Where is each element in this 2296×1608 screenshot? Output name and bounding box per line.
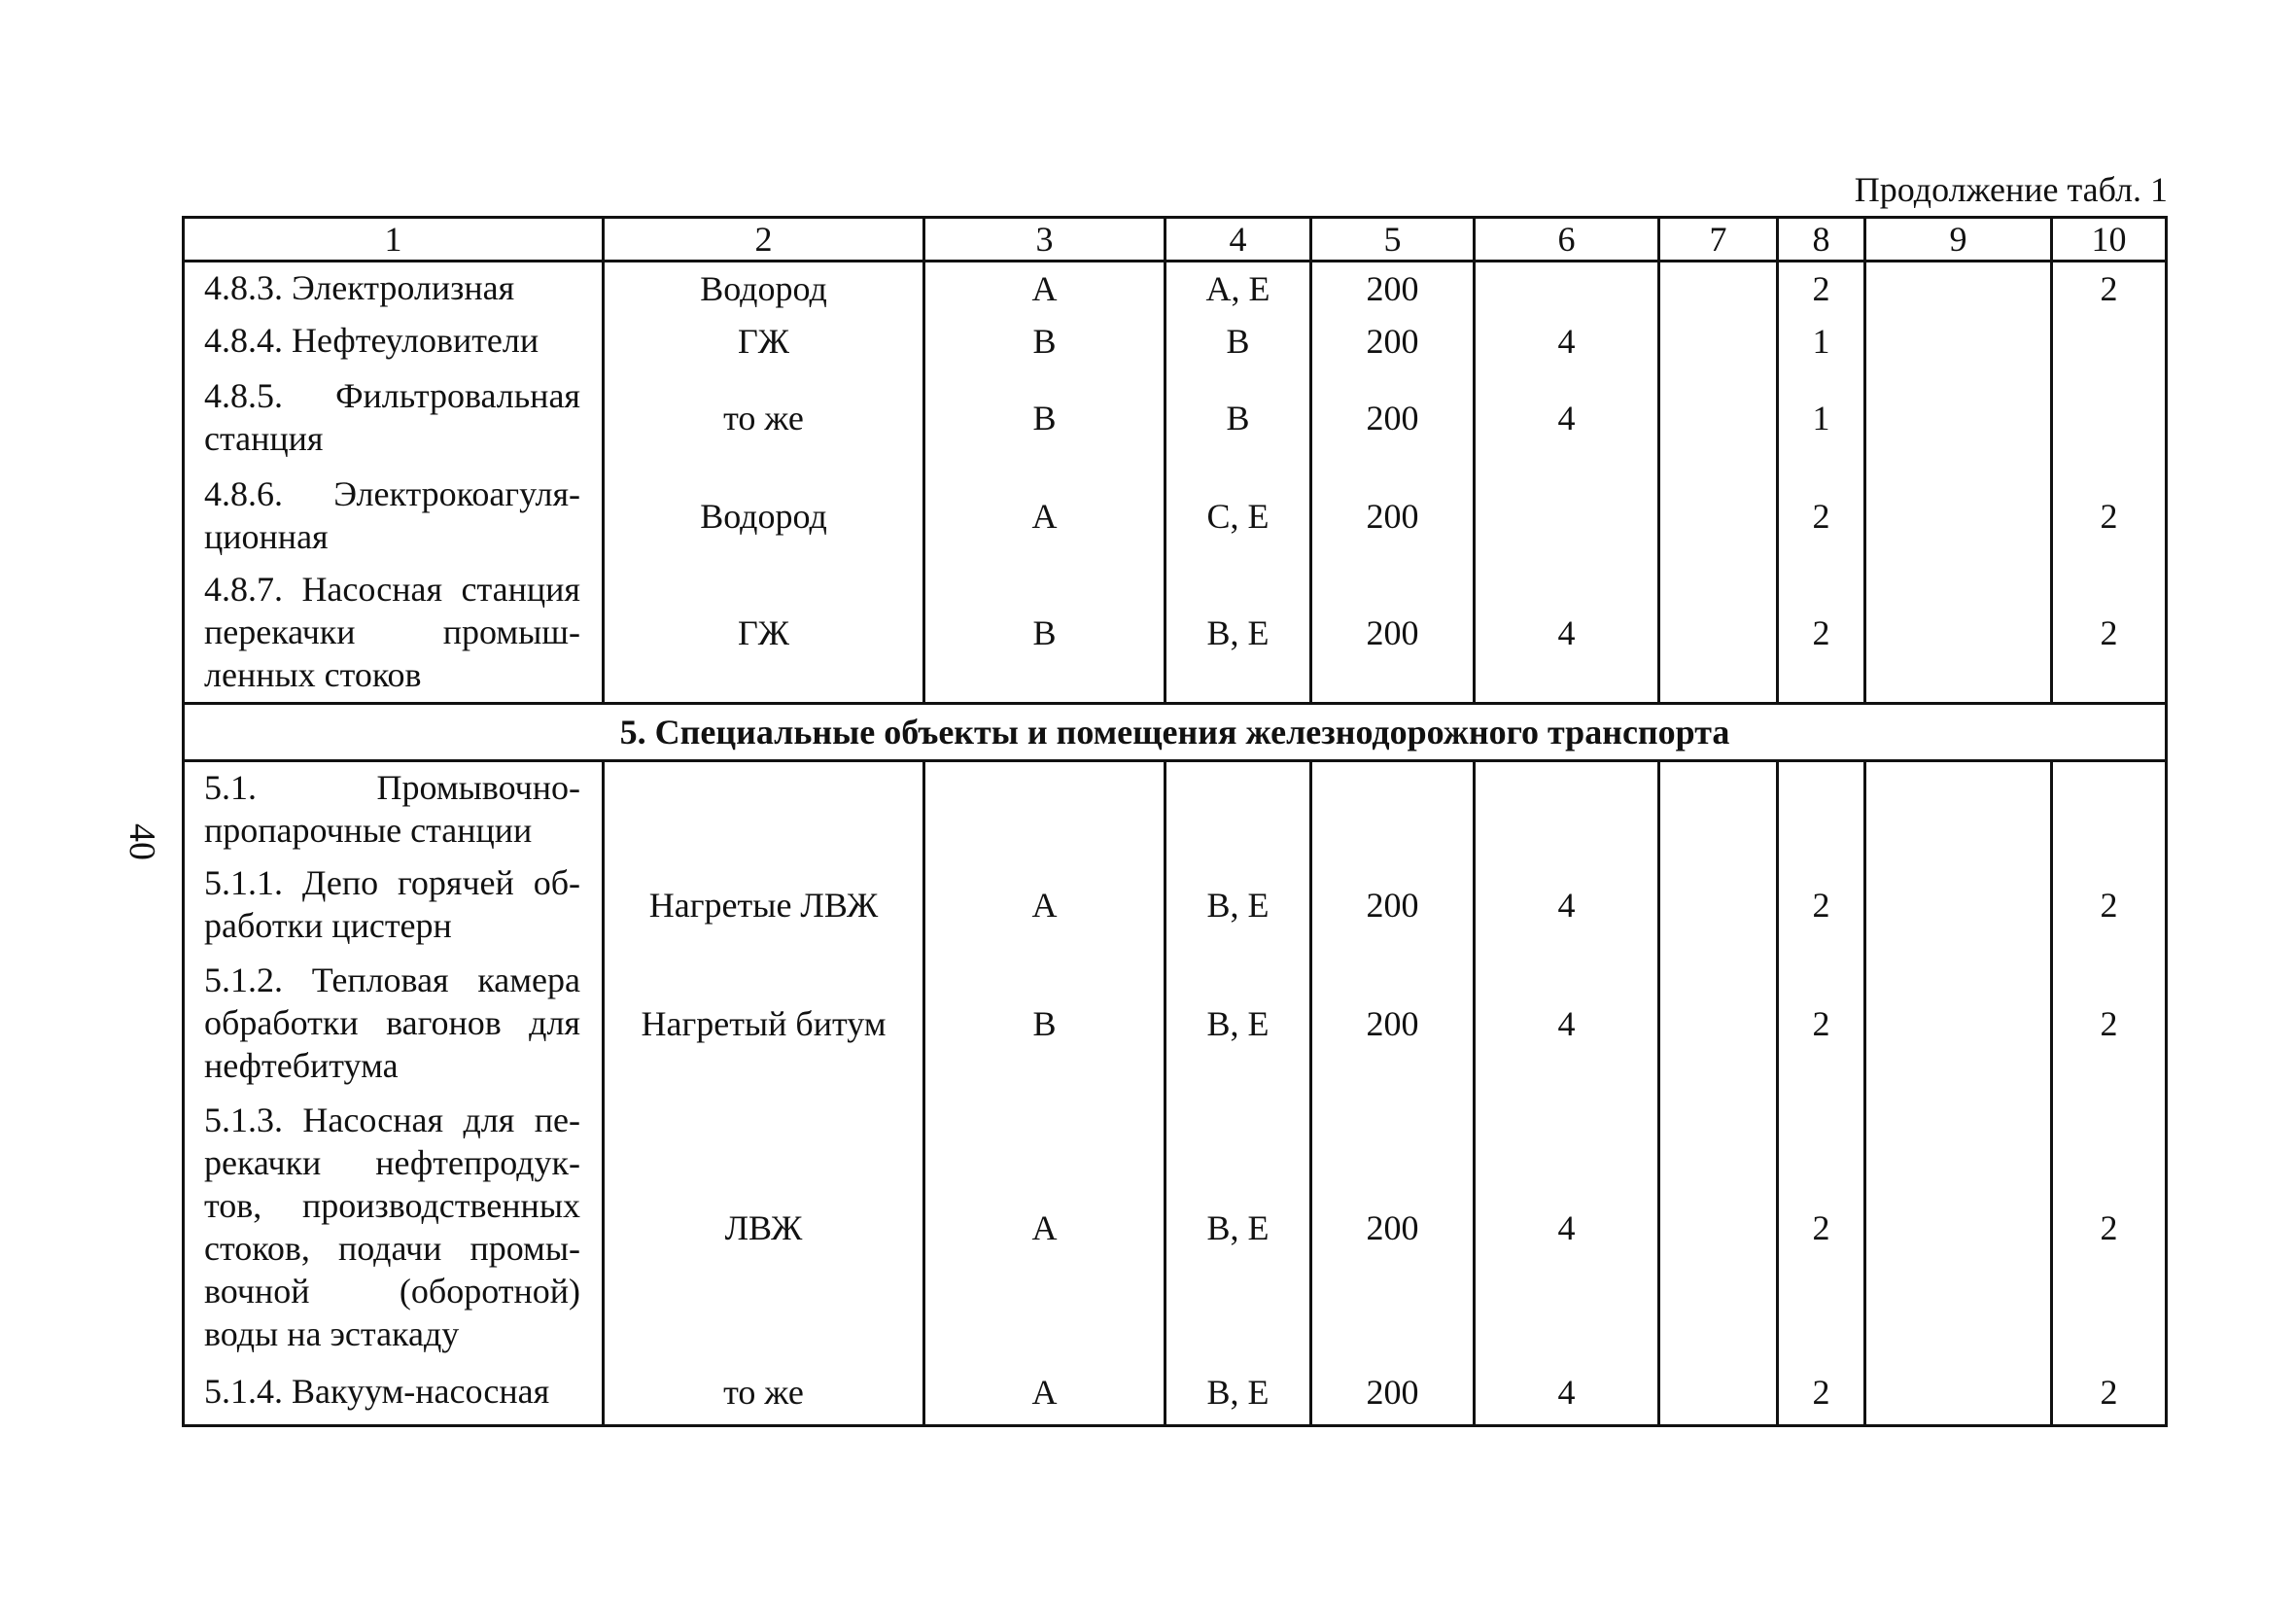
table-row	[184, 262, 2167, 316]
cell-substance: то же	[604, 367, 924, 469]
subsection-title: 5.1. Промывочно-пропарочные станции	[184, 761, 604, 858]
cell-substance: Водород	[604, 262, 924, 316]
cell-col8: 1	[1778, 315, 1865, 367]
cell-col8: 2	[1778, 953, 1865, 1095]
room-name: 4.8.3. Электролизная	[184, 262, 604, 316]
cell-col9	[1865, 469, 2052, 564]
continuation-label: Продолжение табл. 1	[1854, 170, 2168, 209]
cell-col7	[1659, 953, 1778, 1095]
cell-col6: 4	[1475, 564, 1659, 704]
cell-col7	[1659, 262, 1778, 316]
cell-substance: ЛВЖ	[604, 1095, 924, 1361]
column-header: 8	[1778, 218, 1865, 262]
room-name: 4.8.7. Насосная станция перекачки промыш-ленных стоков	[184, 564, 604, 704]
cell-col5: 200	[1311, 315, 1475, 367]
cell-col10: 2	[2052, 564, 2167, 704]
cell-col10: 2	[2052, 262, 2167, 316]
cell-col10: 2	[2052, 857, 2167, 953]
cell-col8: 1	[1778, 367, 1865, 469]
table-row	[184, 469, 2167, 564]
cell-col5: 200	[1311, 469, 1475, 564]
column-header: 3	[924, 218, 1165, 262]
cell-col5: 200	[1311, 857, 1475, 953]
cell-col8: 2	[1778, 564, 1865, 704]
cell-col10: 2	[2052, 1361, 2167, 1425]
cell-substance: то же	[604, 1361, 924, 1425]
cell-col8: 2	[1778, 857, 1865, 953]
room-name: 4.8.4. Нефтеуловители	[184, 315, 604, 367]
room-name: 4.8.5. Фильтровальная станция	[184, 367, 604, 469]
room-name: 5.1.1. Депо горячей об-работки цистерн	[184, 857, 604, 953]
column-header: 4	[1165, 218, 1311, 262]
cell-category: В	[924, 953, 1165, 1095]
cell-col7	[1659, 857, 1778, 953]
table-row	[184, 367, 2167, 469]
cell-col6: 4	[1475, 953, 1659, 1095]
cell-col4: В, Е	[1165, 857, 1311, 953]
cell-col9	[1865, 367, 2052, 469]
cell-col4: А, Е	[1165, 262, 1311, 316]
cell-col4: В, Е	[1165, 1095, 1311, 1361]
cell-col10	[2052, 315, 2167, 367]
room-name: 5.1.2. Тепловая камера обработки вагонов для нефтебитума	[184, 953, 604, 1095]
cell-col9	[1865, 1095, 2052, 1361]
cell-col8: 2	[1778, 1361, 1865, 1425]
cell-col7	[1659, 315, 1778, 367]
cell-substance: ГЖ	[604, 564, 924, 704]
cell-col4: С, Е	[1165, 469, 1311, 564]
table-row	[184, 564, 2167, 704]
cell-col4: В	[1165, 315, 1311, 367]
cell-col6: 4	[1475, 1361, 1659, 1425]
cell-col8: 2	[1778, 262, 1865, 316]
cell-col4: В, Е	[1165, 953, 1311, 1095]
cell-substance: Водород	[604, 469, 924, 564]
fire-safety-table	[182, 216, 2168, 1427]
page-number: 40	[122, 823, 162, 860]
column-header: 2	[604, 218, 924, 262]
cell-col9	[1865, 262, 2052, 316]
cell-col5: 200	[1311, 262, 1475, 316]
cell-category: В	[924, 315, 1165, 367]
table-row	[184, 315, 2167, 367]
cell-substance: ГЖ	[604, 315, 924, 367]
cell-col7	[1659, 1361, 1778, 1425]
cell-col7	[1659, 564, 1778, 704]
cell-col9	[1865, 1361, 2052, 1425]
room-name: 5.1.3. Насосная для пе-рекачки нефтепродук-тов, производственных стоков, подачи промы-вочной (оборотной) воды на эстакаду	[184, 1095, 604, 1361]
cell-substance: Нагретые ЛВЖ	[604, 857, 924, 953]
cell-col8: 2	[1778, 469, 1865, 564]
cell-col5: 200	[1311, 953, 1475, 1095]
cell-col10: 2	[2052, 953, 2167, 1095]
table-row	[184, 953, 2167, 1095]
table-row	[184, 857, 2167, 953]
cell-col9	[1865, 953, 2052, 1095]
cell-col4: В	[1165, 367, 1311, 469]
cell-category: А	[924, 469, 1165, 564]
cell-col4: В, Е	[1165, 1361, 1311, 1425]
column-header: 1	[184, 218, 604, 262]
cell-col7	[1659, 469, 1778, 564]
header-row	[184, 218, 2167, 262]
column-header: 5	[1311, 218, 1475, 262]
subsection-row	[184, 761, 2167, 858]
column-header: 6	[1475, 218, 1659, 262]
cell-col9	[1865, 564, 2052, 704]
section-title: 5. Специальные объекты и помещения железнодорожного транспорта	[184, 704, 2167, 761]
table-row	[184, 1361, 2167, 1425]
cell-col7	[1659, 367, 1778, 469]
cell-col5: 200	[1311, 564, 1475, 704]
column-header: 7	[1659, 218, 1778, 262]
cell-col9	[1865, 315, 2052, 367]
cell-col5: 200	[1311, 1095, 1475, 1361]
cell-col10: 2	[2052, 1095, 2167, 1361]
cell-col6: 4	[1475, 367, 1659, 469]
cell-col5: 200	[1311, 1361, 1475, 1425]
table-row	[184, 1095, 2167, 1361]
cell-col6	[1475, 469, 1659, 564]
cell-col6	[1475, 262, 1659, 316]
cell-col8: 2	[1778, 1095, 1865, 1361]
cell-col6: 4	[1475, 857, 1659, 953]
cell-category: А	[924, 262, 1165, 316]
cell-col10	[2052, 367, 2167, 469]
cell-col10: 2	[2052, 469, 2167, 564]
cell-category: В	[924, 367, 1165, 469]
cell-category: А	[924, 1095, 1165, 1361]
cell-col6: 4	[1475, 315, 1659, 367]
column-header: 9	[1865, 218, 2052, 262]
cell-category: А	[924, 1361, 1165, 1425]
cell-category: В	[924, 564, 1165, 704]
column-header: 10	[2052, 218, 2167, 262]
cell-col6: 4	[1475, 1095, 1659, 1361]
room-name: 4.8.6. Электрокоагуля-ционная	[184, 469, 604, 564]
cell-substance: Нагретый битум	[604, 953, 924, 1095]
cell-col5: 200	[1311, 367, 1475, 469]
cell-col4: В, Е	[1165, 564, 1311, 704]
cell-col9	[1865, 857, 2052, 953]
cell-category: А	[924, 857, 1165, 953]
section-row	[184, 704, 2167, 761]
cell-col7	[1659, 1095, 1778, 1361]
room-name: 5.1.4. Вакуум-насосная	[184, 1361, 604, 1425]
